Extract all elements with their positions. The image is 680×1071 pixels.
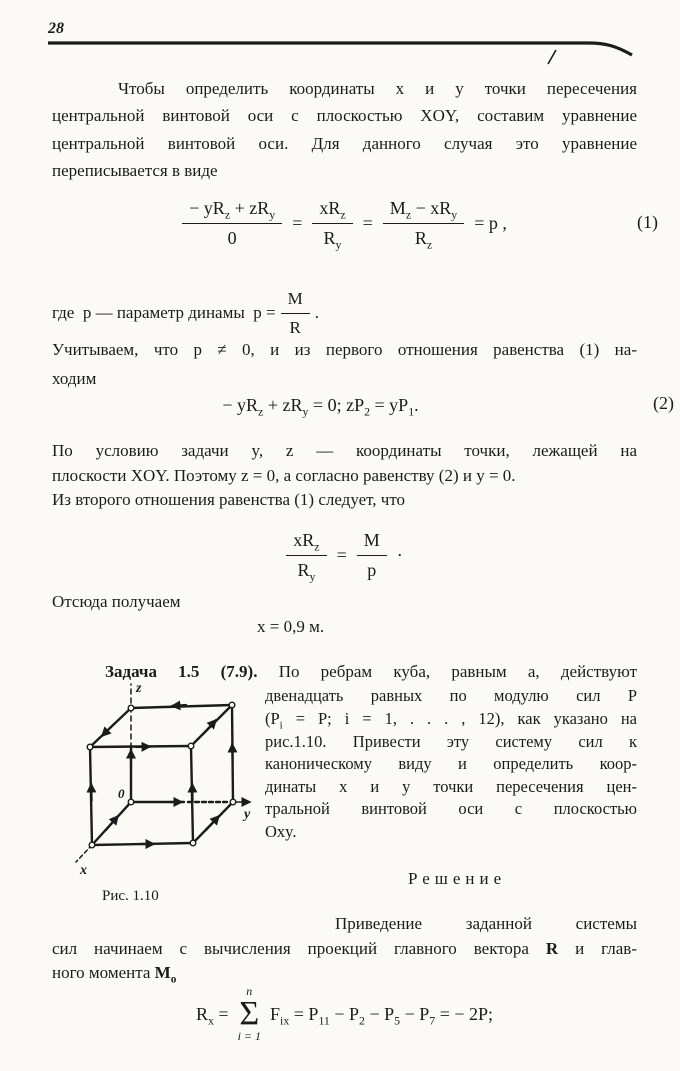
eq1-fraction-2 <box>312 197 352 252</box>
eq3-fraction-1 <box>286 529 326 584</box>
solution-line-2: сил начинаем с вычисления проекций главного вектора R и глав- <box>52 939 637 958</box>
solution-line-3: ного момента $М_о$ <box>52 963 177 986</box>
eq1-frac1-denominator: 0 <box>227 227 237 248</box>
eq1-frac1-numerator: − $yR_z + zR_y$ <box>182 197 282 224</box>
x-axis-label: x <box>80 863 87 878</box>
problem-col-line-3: рис.1.10. Привести эту систему сил к <box>265 732 637 751</box>
cube-figure <box>48 670 263 888</box>
z-axis-label: z <box>136 681 142 696</box>
problem-col-line-7: Оxy. <box>265 822 297 841</box>
eq1-fraction-3 <box>383 197 464 252</box>
param-line <box>52 284 637 342</box>
param-text: где p — параметр динамы p = <box>52 303 276 322</box>
summation-symbol <box>238 985 261 1044</box>
cond-line-2: плоскости XOY. Поэтому z = 0, а согласно равенству (2) и y = 0. <box>52 466 516 485</box>
rule-line <box>48 43 632 55</box>
consider-line-2: ходим <box>52 369 97 388</box>
eq3-frac2-denominator: p <box>367 559 377 580</box>
eq1-frac2-denominator: $R_y$ <box>323 227 342 252</box>
slash-mark <box>548 50 556 64</box>
problem-col-line-5: динаты x и y точки пересечения цен- <box>265 777 637 796</box>
hence-label: Отсюда получаем <box>52 592 181 611</box>
eq1-number: (1) <box>637 212 658 232</box>
eq2-body: − $yR_z + zR_y = 0$; $zP_2 = yP_1$. <box>222 394 419 419</box>
eq3-frac2-numerator: M <box>357 529 387 556</box>
eq3-frac1-denominator: $R_y$ <box>297 559 316 584</box>
param-period: . <box>314 303 319 322</box>
hence-result: x = 0,9 м. <box>257 617 325 636</box>
equals-sign: = <box>362 212 373 233</box>
sigma-upper-limit: n <box>246 983 253 998</box>
param-fraction <box>281 288 310 338</box>
eq3-frac1-numerator: $xR_z$ <box>286 529 326 556</box>
intro-line-4: переписывается в виде <box>52 161 218 180</box>
figure-caption: Рис. 1.10 <box>102 888 159 904</box>
problem-col-line-1: двенадцать равных по модулю сил P <box>265 686 637 705</box>
param-frac-numerator: M <box>281 288 310 313</box>
eq2-number: (2) <box>653 393 674 413</box>
header-rule <box>0 0 680 72</box>
force-arrows <box>91 705 232 844</box>
eq1-frac2-numerator: $xR_z$ <box>312 197 352 224</box>
origin-label: 0 <box>118 786 125 801</box>
param-frac-denominator: R <box>289 317 301 337</box>
eq3-fraction-2 <box>357 529 387 581</box>
intro-line-1: Чтобы определить координаты x и y точки пересечения <box>118 79 637 98</box>
equation-3 <box>52 524 637 586</box>
problem-col-line-4: каноническому виду и определить коор- <box>265 754 637 773</box>
x-axis <box>76 845 92 862</box>
eqfinal-rhs: $F_{ix} = P_{11} - P_2 - P_5 - P_7$ = − 2P; <box>270 1003 494 1028</box>
eq1-frac3-denominator: $R_z$ <box>414 227 433 252</box>
cond-line-3: Из второго отношения равенства (1) следует, что <box>52 490 406 509</box>
problem-line-1: Задача 1.5 (7.9). По ребрам куба, равным а, действуют <box>105 662 637 681</box>
eq1-fraction-1 <box>182 197 282 249</box>
eq1-tail: = p , <box>474 212 507 233</box>
eq1-frac3-numerator: $M_z - xR_y$ <box>383 197 464 224</box>
equation-2 <box>28 392 613 418</box>
equals-sign: = <box>292 212 303 233</box>
equation-rx <box>52 984 637 1044</box>
cond-line-1: По условию задачи y, z — координаты точки, лежащей на <box>52 441 637 460</box>
equation-1 <box>52 188 637 258</box>
equals-sign: = <box>336 544 347 565</box>
solution-line-1: Приведение заданной системы <box>335 914 637 933</box>
y-axis-label: y <box>244 807 251 822</box>
sigma-lower-limit: i = 1 <box>237 1029 261 1044</box>
problem-col-line-6: тральной винтовой оси с плоскостью <box>265 799 637 818</box>
multiplication-dot: · <box>396 544 403 565</box>
intro-line-3: центральной винтовой оси. Для данного случая это уравнение <box>52 134 637 153</box>
sigma-glyph: Σ <box>239 994 260 1032</box>
problem-col-line-2: ($P_i = P$; i = 1, . . . , 12), как указано на <box>265 709 637 732</box>
page-number: 28 <box>48 20 64 37</box>
intro-line-2: центральной винтовой оси с плоскостью XOY, составим уравнение <box>52 106 637 125</box>
consider-line-1: Учитываем, что p ≠ 0, и из первого отношения равенства (1) на- <box>52 340 637 359</box>
eqfinal-lhs: $R_x$ = <box>195 1003 229 1028</box>
solution-heading: Решение <box>408 869 507 888</box>
